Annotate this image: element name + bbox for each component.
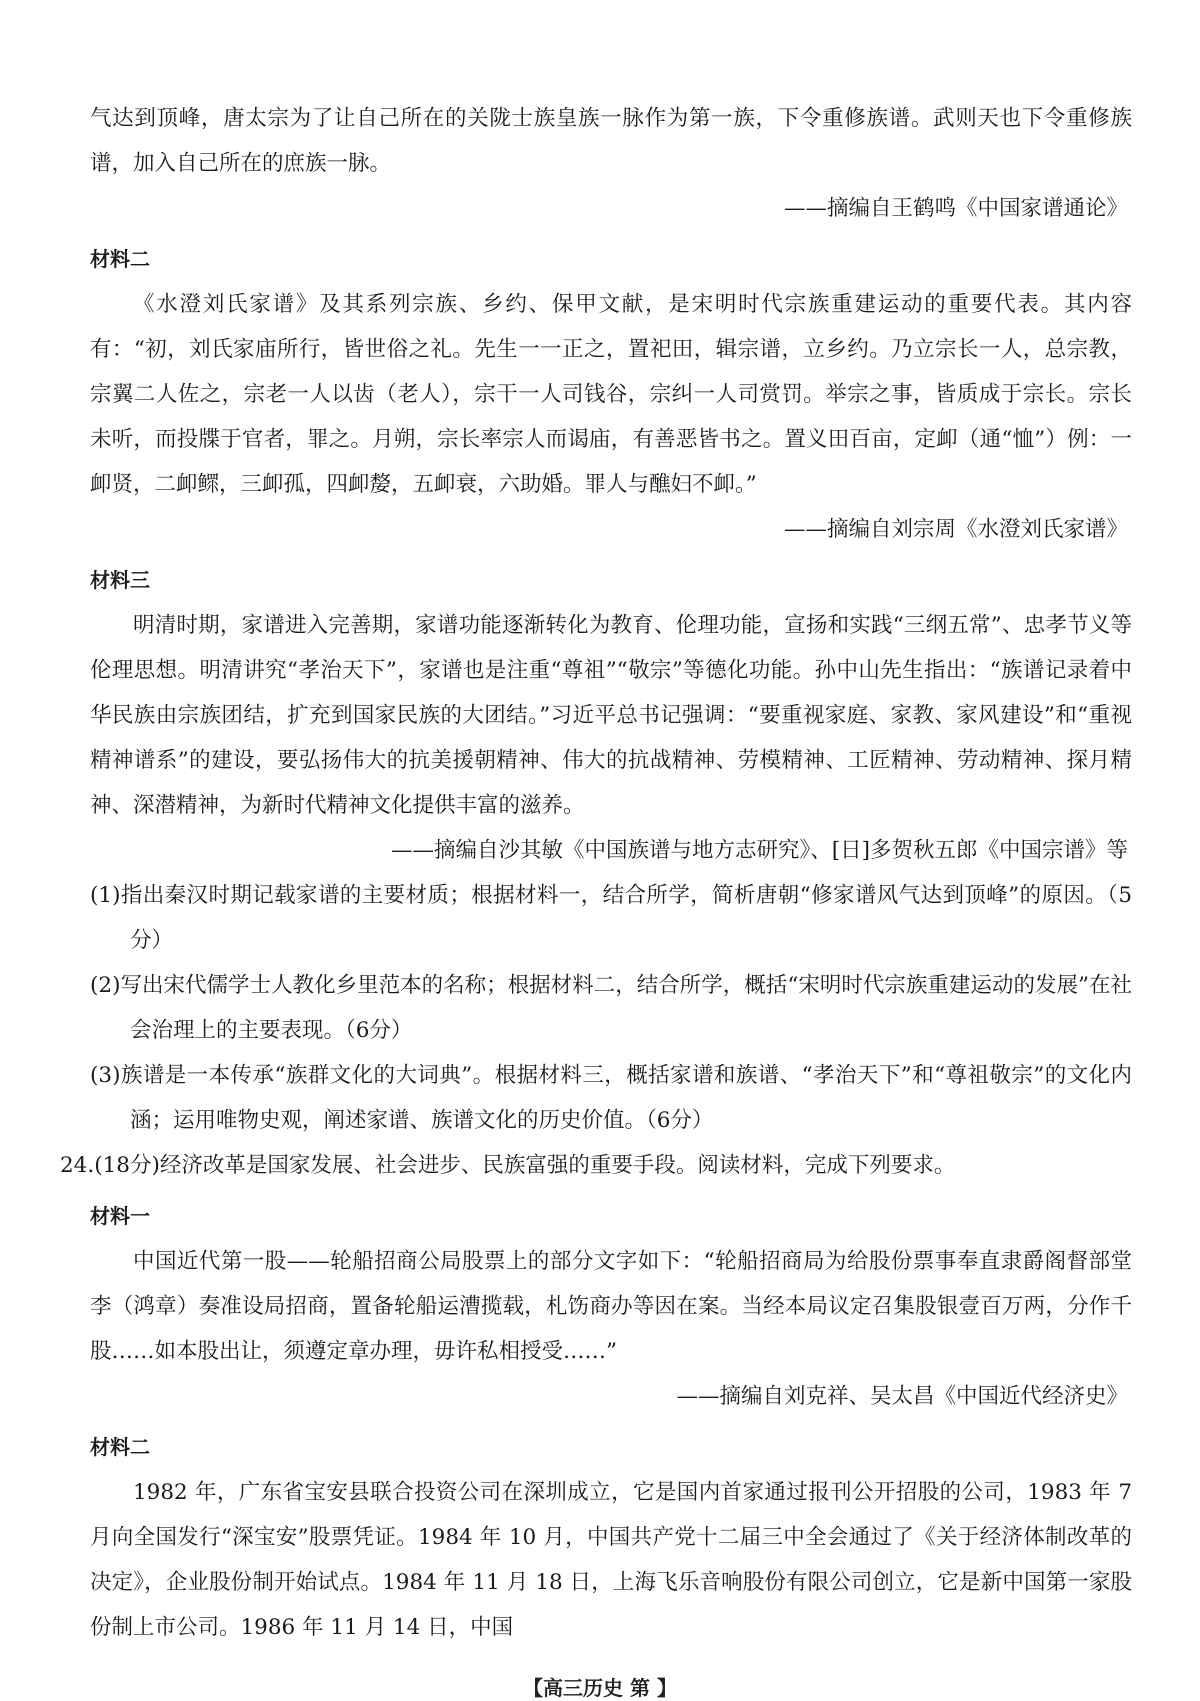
material2-text: 《水澄刘氏家谱》及其系列宗族、乡约、保甲文献，是宋明时代宗族重建运动的重要代表。其内容有：“初，刘氏家庙所行，皆世俗之礼。先生一一正之，置祀田，辑宗谱，立乡约。乃立宗长一人，总宗教，宗翼二人佐之，宗老一人以齿（老人），宗干一人司钱谷，宗纠一人司赏罚。举宗之事，皆质成于宗长。宗长未听，而投牒于官者，罪之。月朔，宗长率宗人而谒庙，有善恶皆书之。置义田百亩，定卹（通“恤”）例：一卹贤，二卹鳏，三卹孤，四卹嫠，五卹衰，六助婚。罪人与醮妇不卹。”	[90, 292, 1132, 497]
material1-continuation: 气达到顶峰，唐太宗为了让自己所在的关陇士族皇族一脉作为第一族，下令重修族谱。武则天也下令重修族谱，加入自己所在的庶族一脉。	[90, 106, 1132, 176]
material3-heading: 材料三	[90, 568, 150, 592]
material2-source: ——摘编自刘宗周《水澄刘氏家谱》	[783, 517, 1128, 542]
q24-material2-heading: 材料二	[90, 1435, 150, 1459]
material3-source: ——摘编自沙其敏《中国族谱与地方志研究》、[日]多贺秋五郎《中国宗谱》等	[390, 838, 1128, 863]
question-24	[60, 1143, 1132, 1188]
q24-material2-text: 1982 年，广东省宝安县联合投资公司在深圳成立，它是国内首家通过报刊公开招股的公司，1983 年 7 月向全国发行“深宝安”股票凭证。1984 年 10 月，中国共产党十二届三中全会通过了《关于经济体制改革的决定》，企业股份制开始试点。1984 年 11 月 18 日，上海飞乐音响股份有限公司创立，它是新中国第一家股份制上市公司。1986 年 11 月 14 日，中国	[90, 1480, 1132, 1640]
question-24-text: (18分)经济改革是国家发展、社会进步、民族富强的重要手段。阅读材料，完成下列要求。	[94, 1153, 956, 1178]
question-3: (3)族谱是一本传承“族群文化的大词典”。根据材料三，概括家谱和族谱、“孝治天下”和“尊祖敬宗”的文化内涵；运用唯物史观，阐述家谱、族谱文化的历史价值。（6分）	[90, 1063, 1132, 1133]
page-footer: 【高三历史 第 】	[523, 1676, 677, 1700]
material3-text: 明清时期，家谱进入完善期，家谱功能逐渐转化为教育、伦理功能，宣扬和实践“三纲五常”、忠孝节义等伦理思想。明清讲究“孝治天下”，家谱也是注重“尊祖”“敬宗”等德化功能。孙中山先生指出：“族谱记录着中华民族由宗族团结，扩充到国家民族的大团结。”习近平总书记强调：“要重视家庭、家教、家风建设”和“重视精神谱系”的建设，要弘扬伟大的抗美援朝精神、伟大的抗战精神、劳模精神、工匠精神、劳动精神、探月精神、深潜精神，为新时代精神文化提供丰富的滋养。	[90, 613, 1132, 818]
material1-source: ——摘编自王鹤鸣《中国家谱通论》	[783, 196, 1128, 221]
question-1: (1)指出秦汉时期记载家谱的主要材质；根据材料一，结合所学，简析唐朝“修家谱风气达到顶峰”的原因。（5分）	[90, 883, 1132, 953]
q24-material1-heading: 材料一	[90, 1204, 150, 1228]
q24-material1-text: 中国近代第一股——轮船招商公局股票上的部分文字如下：“轮船招商局为给股份票事奉直隶爵阁督部堂李（鸿章）奏准设局招商，置备轮船运漕揽载，札饬商办等因在案。当经本局议定召集股银壹百万两，分作千股……如本股出让，须遵定章办理，毋许私相授受……”	[90, 1249, 1132, 1364]
q24-material1-source: ——摘编自刘克祥、吴太昌《中国近代经济史》	[676, 1384, 1128, 1409]
question-2: (2)写出宋代儒学士人教化乡里范本的名称；根据材料二，结合所学，概括“宋明时代宗族重建运动的发展”在社会治理上的主要表现。（6分）	[90, 973, 1132, 1043]
question-24-number: 24.	[60, 1153, 95, 1178]
material2-heading: 材料二	[90, 247, 150, 271]
page-content	[60, 96, 1132, 1650]
